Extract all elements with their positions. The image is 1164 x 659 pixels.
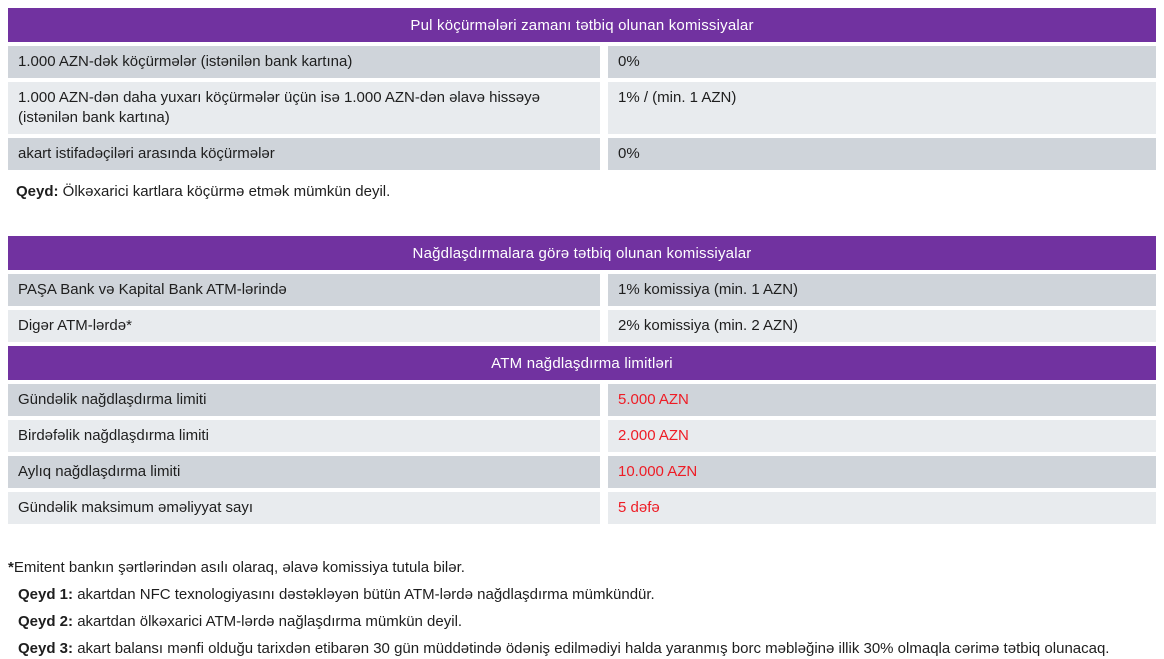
footnote-text: akart balansı mənfi olduğu tarixdən etibarən 30 gün müddətində ödəniş edilmədiyi halda yaranmış borc məbləğinə illik 30% olmaqla cərimə tətbiq olunacaq. — [73, 640, 1110, 657]
fee-label: PAŞA Bank və Kapital Bank ATM-lərində — [8, 274, 600, 306]
note-label: Qeyd: — [16, 183, 59, 200]
limit-label: Birdəfəlik nağdlaşdırma limiti — [8, 420, 600, 452]
transfers-table-header: Pul köçürmələri zamanı tətbiq olunan komissiyalar — [8, 8, 1156, 42]
atm-limits-header: ATM nağdlaşdırma limitləri — [8, 346, 1156, 380]
footnote-label: Qeyd 3: — [18, 640, 74, 657]
fee-label: 1.000 AZN-dək köçürmələr (istənilən bank kartına) — [8, 46, 600, 78]
limit-label: Gündəlik nağdlaşdırma limiti — [8, 384, 600, 416]
table-row — [8, 420, 1156, 452]
transfers-note — [16, 182, 1156, 202]
fee-value: 0% — [608, 46, 1156, 78]
footnote-text: akartdan ölkəxarici ATM-lərdə nağlaşdırma mümkün deyil. — [73, 613, 463, 630]
fee-value: 0% — [608, 138, 1156, 170]
footnote-text: akartdan NFC texnologiyasını dəstəkləyən bütün ATM-lərdə nağdlaşdırma mümkündür. — [73, 586, 655, 603]
table-row — [8, 46, 1156, 78]
fee-label: Digər ATM-lərdə* — [8, 310, 600, 342]
note-text: Ölkəxarici kartlara köçürmə etmək mümkün deyil. — [58, 183, 391, 200]
table-row — [8, 138, 1156, 170]
table-row — [8, 274, 1156, 306]
asterisk-text: Emitent bankın şərtlərindən asılı olaraq, əlavə komissiya tutula bilər. — [13, 559, 465, 576]
table-row — [8, 492, 1156, 524]
footnote-item — [18, 639, 1156, 659]
table-row — [8, 384, 1156, 416]
limit-value: 5.000 AZN — [608, 384, 1156, 416]
asterisk-footnote — [8, 558, 1156, 578]
section-spacer — [8, 202, 1156, 236]
table-row — [8, 310, 1156, 342]
fee-value: 1% komissiya (min. 1 AZN) — [608, 274, 1156, 306]
footnote-item — [18, 585, 1156, 605]
table-row — [8, 82, 1156, 134]
limit-label: Gündəlik maksimum əməliyyat sayı — [8, 492, 600, 524]
table-row — [8, 456, 1156, 488]
footnote-label: Qeyd 1: — [18, 586, 74, 603]
cashout-table-header: Nağdlaşdırmalara görə tətbiq olunan komissiyalar — [8, 236, 1156, 270]
fee-label: 1.000 AZN-dən daha yuxarı köçürmələr üçün isə 1.000 AZN-dən əlavə hissəyə (istənilən bank kartına) — [8, 82, 600, 134]
footnotes — [8, 558, 1156, 659]
section-spacer — [8, 528, 1156, 558]
limit-label: Aylıq nağdlaşdırma limiti — [8, 456, 600, 488]
fee-label: akart istifadəçiləri arasında köçürmələr — [8, 138, 600, 170]
footnote-label: Qeyd 2: — [18, 613, 74, 630]
footnote-item — [18, 612, 1156, 632]
asterisk: * — [8, 559, 14, 576]
limit-value: 10.000 AZN — [608, 456, 1156, 488]
limit-value: 5 dəfə — [608, 492, 1156, 524]
fee-value: 2% komissiya (min. 2 AZN) — [608, 310, 1156, 342]
fee-value: 1% / (min. 1 AZN) — [608, 82, 1156, 134]
limit-value: 2.000 AZN — [608, 420, 1156, 452]
